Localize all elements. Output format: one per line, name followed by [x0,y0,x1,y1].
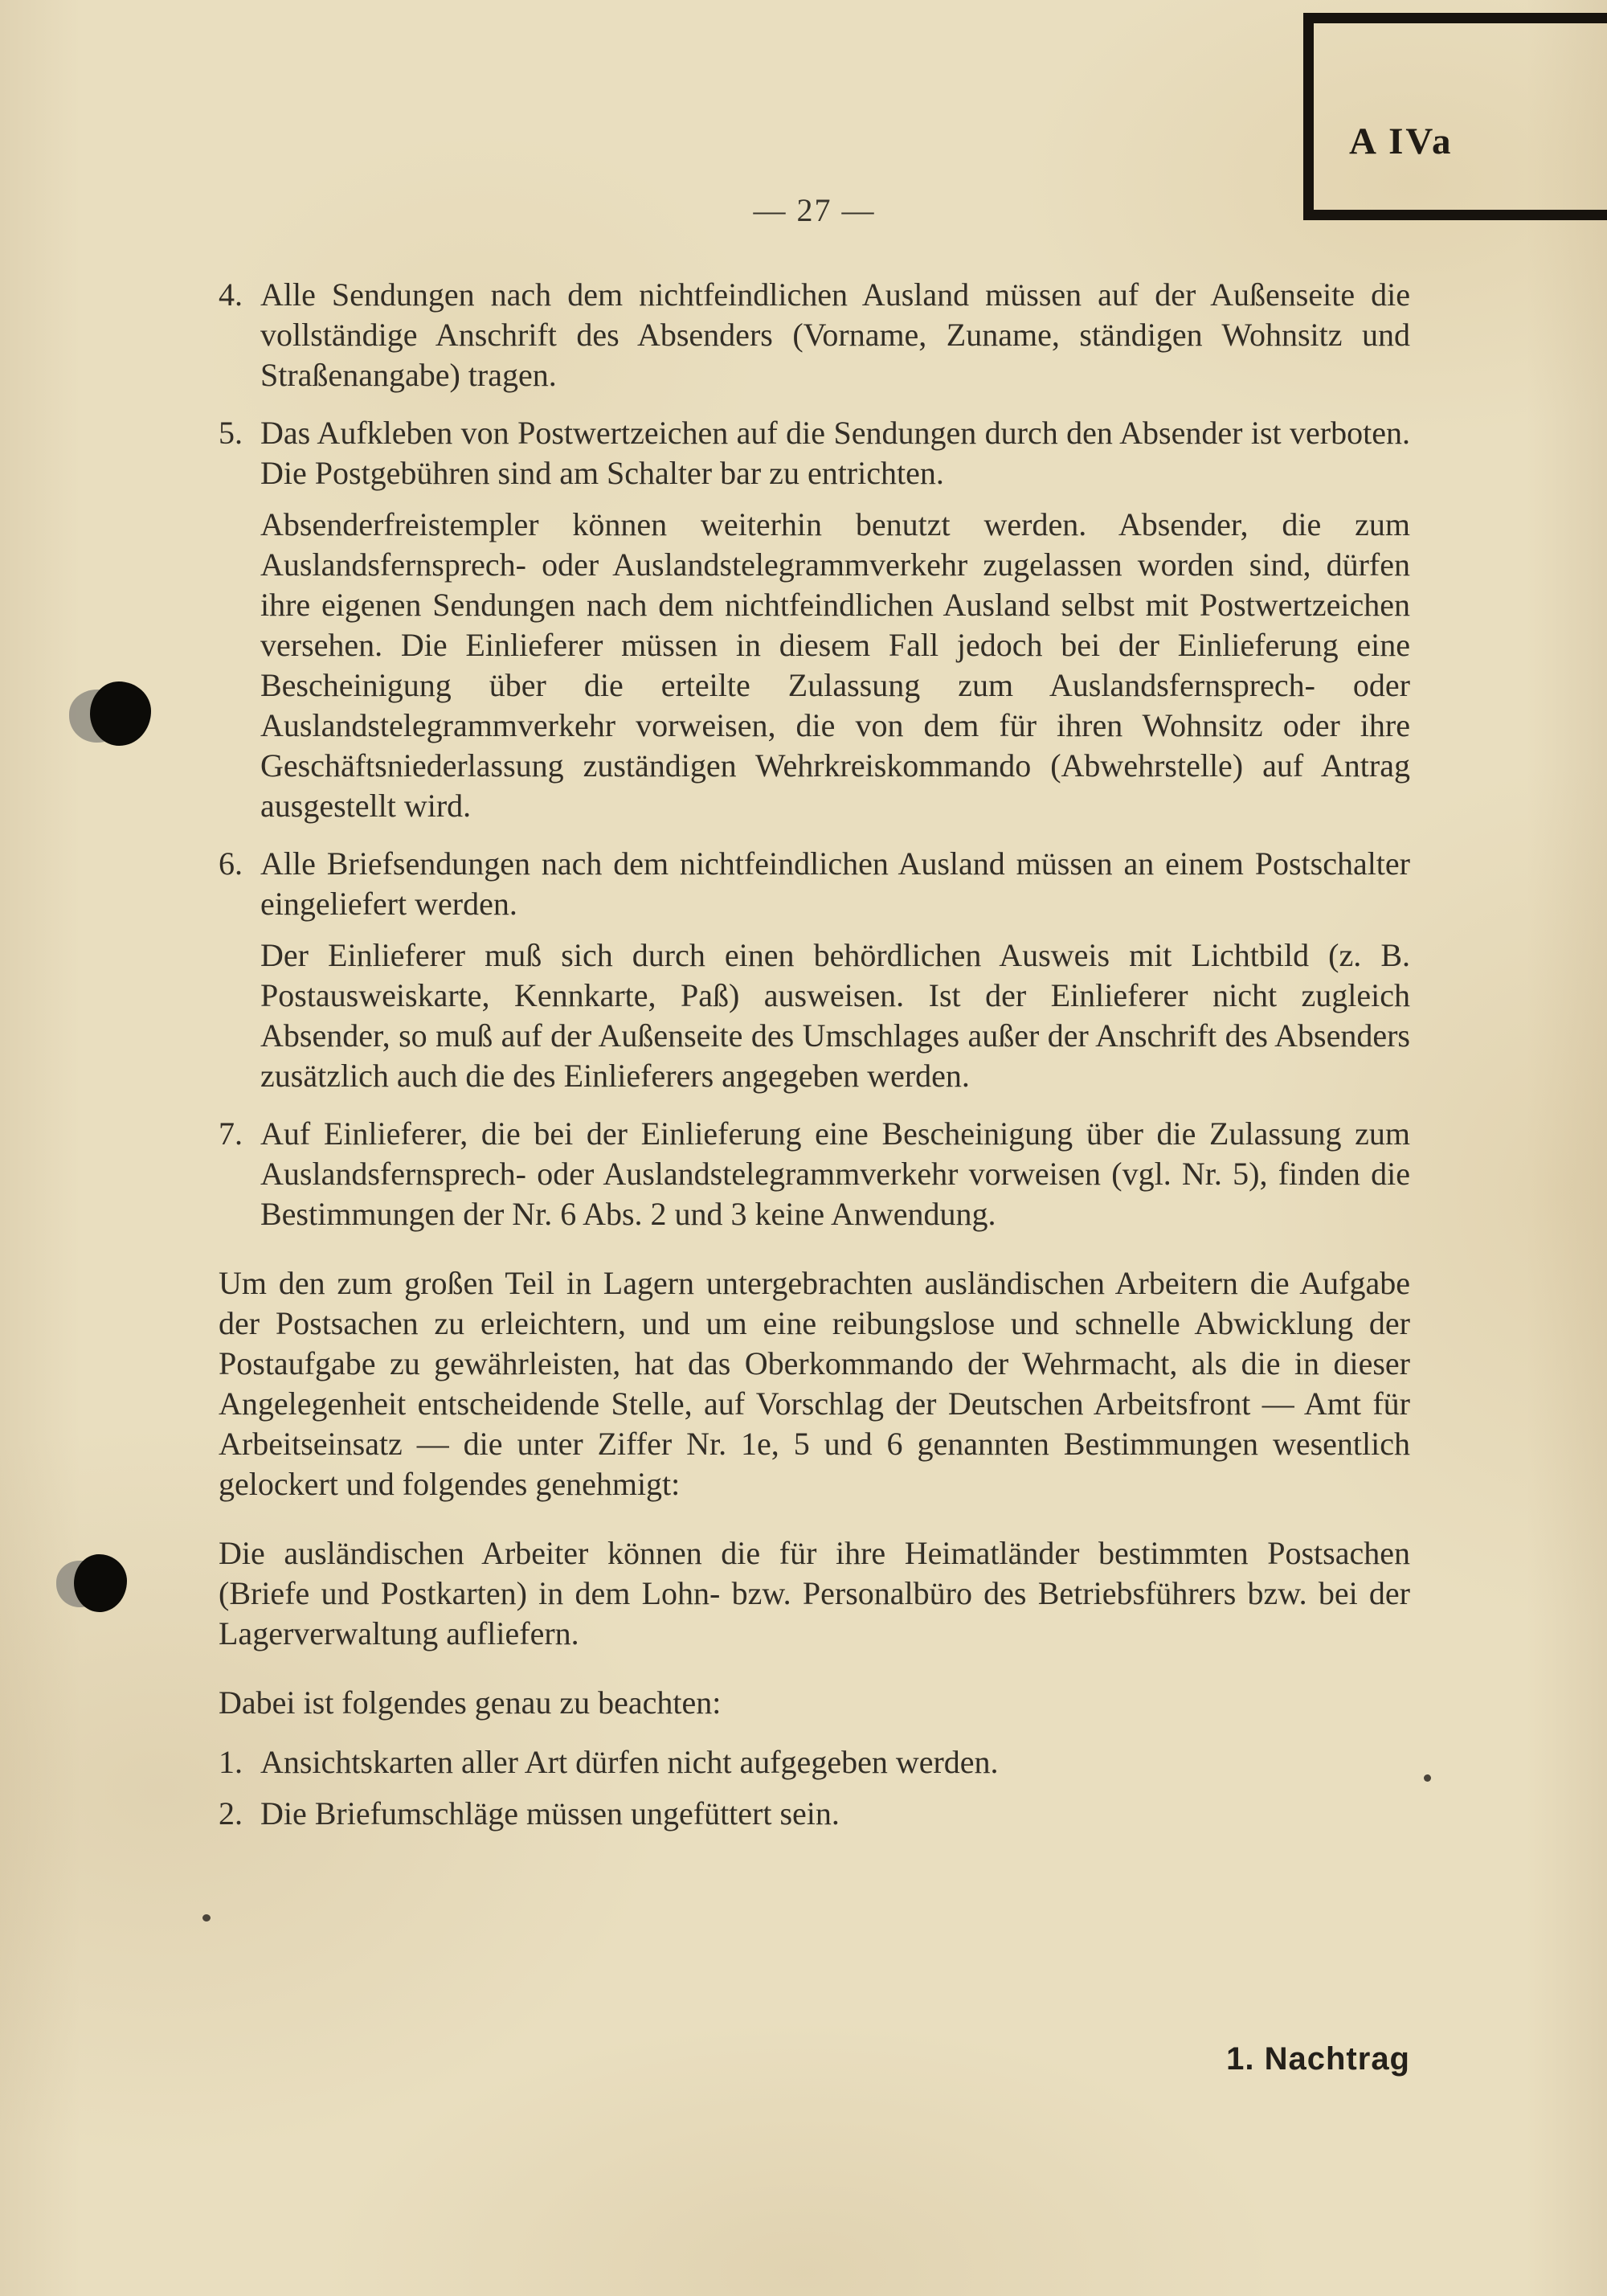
section-label: A IVa [1349,121,1454,162]
paragraph-text: Absenderfreistempler können weiterhin benutzt werden. Absender, die zum Auslandsfernsprech- oder Auslandstelegrammverkehr zugelassen worden sind, dürfen ihre eigenen Sendungen nach dem nichtfeindlichen Ausland selbst mit Postwertzeichen versehen. Die Einlieferer müssen in diesem Fall jedoch bei der Einlieferung eine Bescheinigung über die erteilte Zulassung zum Auslandsfernsprech- oder Auslandstelegrammverkehr vorweisen, die von dem für ihren Wohnsitz oder ihre Geschäftsniederlassung zuständigen Wehrkreiskommando (Abwehrstelle) auf Antrag ausgestellt wird. [260,506,1410,824]
section-corner-marker [1303,13,1607,220]
document-content [219,275,1410,1845]
list-item-2 [219,1794,1410,1834]
list-item-number: 1. [219,1744,243,1780]
paragraph-body [260,413,1410,826]
punch-hole [74,1554,127,1612]
page-number: — 27 — [753,192,876,228]
numbered-paragraph-5 [219,413,1410,826]
paragraph-number: 6. [219,845,243,882]
paragraph-body [260,1114,1410,1234]
paragraph-text: Auf Einlieferer, die bei der Einlieferung eine Bescheinigung über die Zulassung zum Auslandsfernsprech- oder Auslandstelegrammverkehr vorweisen (vgl. Nr. 5), finden die Bestimmungen der Nr. 6 Abs. 2 und 3 keine Anwendung. [260,1115,1410,1232]
list-item-text: Die Briefumschläge müssen ungefüttert sein. [260,1795,840,1831]
paragraph-text: Der Einlieferer muß sich durch einen behördlichen Ausweis mit Lichtbild (z. B. Postausweiskarte, Kennkarte, Paß) ausweisen. Ist der Einlieferer nicht zugleich Absender, so muß auf der Außenseite des Umschlages außer der Anschrift des Absenders zusätzlich auch die des Einlieferers angegeben werden. [260,937,1410,1094]
numbered-paragraph-4 [219,275,1410,395]
list-item-body [260,1742,1410,1782]
paragraph-number: 4. [219,276,243,313]
list-item-1 [219,1742,1410,1782]
paragraph-number: 7. [219,1115,243,1152]
paper-speck [1424,1774,1431,1782]
instruction-list [219,1742,1410,1834]
paragraph-body [260,275,1410,395]
paragraph-text: Das Aufkleben von Postwertzeichen auf die Sendungen durch den Absender ist verboten. Die Postgebühren sind am Schalter bar zu entrichten. [260,415,1410,491]
paragraph-number: 5. [219,415,243,451]
paragraph-text: Alle Briefsendungen nach dem nichtfeindlichen Ausland müssen an einem Postschalter eingeliefert werden. [260,845,1410,922]
list-item-body [260,1794,1410,1834]
paragraph-body [260,844,1410,1096]
footer-label: 1. Nachtrag [1226,2041,1410,2077]
list-item-number: 2. [219,1795,243,1831]
list-heading: Dabei ist folgendes genau zu beachten: [219,1684,722,1721]
list-item-text: Ansichtskarten aller Art dürfen nicht aufgegeben werden. [260,1744,999,1780]
body-paragraph: Die ausländischen Arbeiter können die für ihre Heimatländer bestimmten Postsachen (Briefe und Postkarten) in dem Lohn- bzw. Personalbüro des Betriebsführers bzw. bei der Lagerverwaltung aufliefern. [219,1535,1410,1651]
body-paragraph: Um den zum großen Teil in Lagern untergebrachten ausländischen Arbeitern die Aufgabe der Postsachen zu erleichtern, und um eine reibungslose und schnelle Abwicklung der Postaufgabe zu gewährleisten, hat das Oberkommando der Wehrmacht, als die in dieser Angelegenheit entscheidende Stelle, auf Vorschlag der Deutschen Arbeitsfront — Amt für Arbeitseinsatz — die unter Ziffer Nr. 1e, 5 und 6 genannten Bestimmungen wesentlich gelockert und folgendes genehmigt: [219,1265,1410,1502]
numbered-paragraph-6 [219,844,1410,1096]
paper-speck [202,1914,211,1922]
paragraph-text: Alle Sendungen nach dem nichtfeindlichen Ausland müssen auf der Außenseite die vollständige Anschrift des Absenders (Vorname, Zuname, ständigen Wohnsitz und Straßenangabe) tragen. [260,276,1410,393]
numbered-paragraph-7 [219,1114,1410,1234]
punch-hole [90,681,151,746]
